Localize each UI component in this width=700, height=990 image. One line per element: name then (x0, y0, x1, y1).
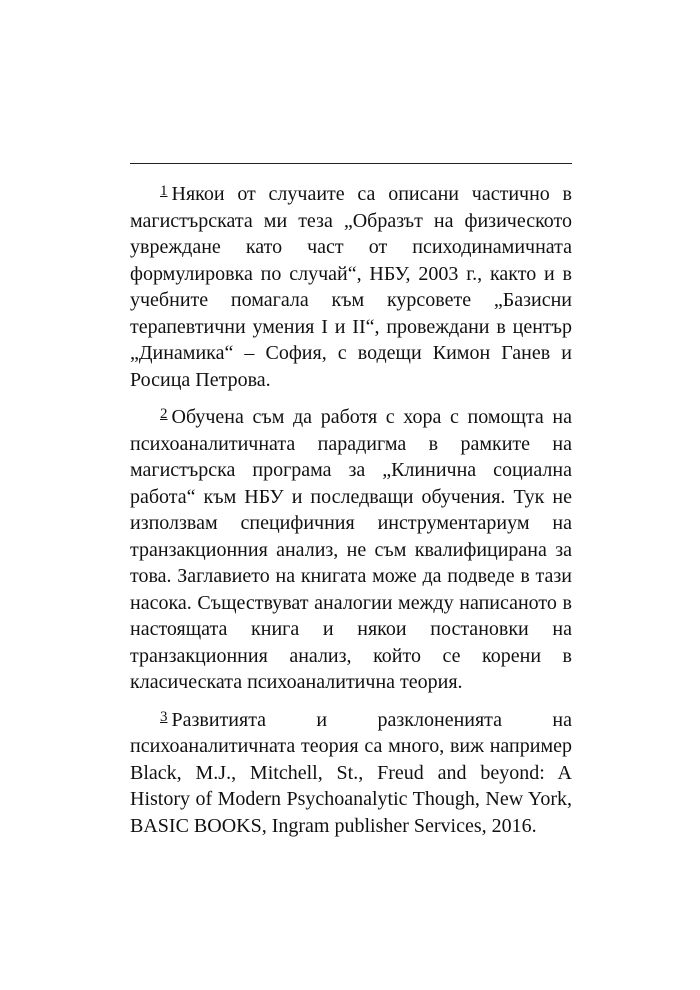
footnote-1 (130, 178, 572, 393)
footnote-3-number[interactable]: 3 (160, 708, 168, 725)
footnote-2 (130, 401, 572, 696)
footnote-2-text: Обучена съм да работя с хора с помощта на психоаналитичната парадигма в рамките на магистърска програма за „Клинична социална работа“ към НБУ и последващи обучения. Тук не използвам специфичния инструментариум на транзакционния анализ, не съм квалифицирана за това. Заглавието на книгата може да подведе в тази насока. Съществуват аналогии между написаното в настоящата книга и някои постановки на транзакционния анализ, който се корени в класическата психоаналитична теория. (130, 406, 572, 693)
footnotes-section (130, 178, 572, 847)
footnote-3-text: Развитията и разклоненията на психоаналитичната теория са много, виж например Black, M.J., Mitchell, St., Freud and beyond: A History of Modern Psychoanalytic Though, New York, BASIC BOOKS, Ingram publisher Services, 2016. (130, 708, 572, 837)
footnote-3 (130, 704, 572, 840)
footnote-2-number[interactable]: 2 (160, 406, 168, 422)
footnote-1-text: Някои от случаите са описани частично в магистърската ми теза „Образът на физическото увреждане като част от психодинамичната формулировка по случай“, НБУ, 2003 г., както и в учебните помагала към курсовете „Базисни терапевтични умения I и II“, провеждани в център „Динамика“ – София, с водещи Кимон Ганев и Росица Петрова. (130, 183, 572, 391)
page (130, 0, 572, 990)
footnote-1-number[interactable]: 1 (160, 183, 168, 199)
footnote-separator-rule (130, 163, 572, 164)
